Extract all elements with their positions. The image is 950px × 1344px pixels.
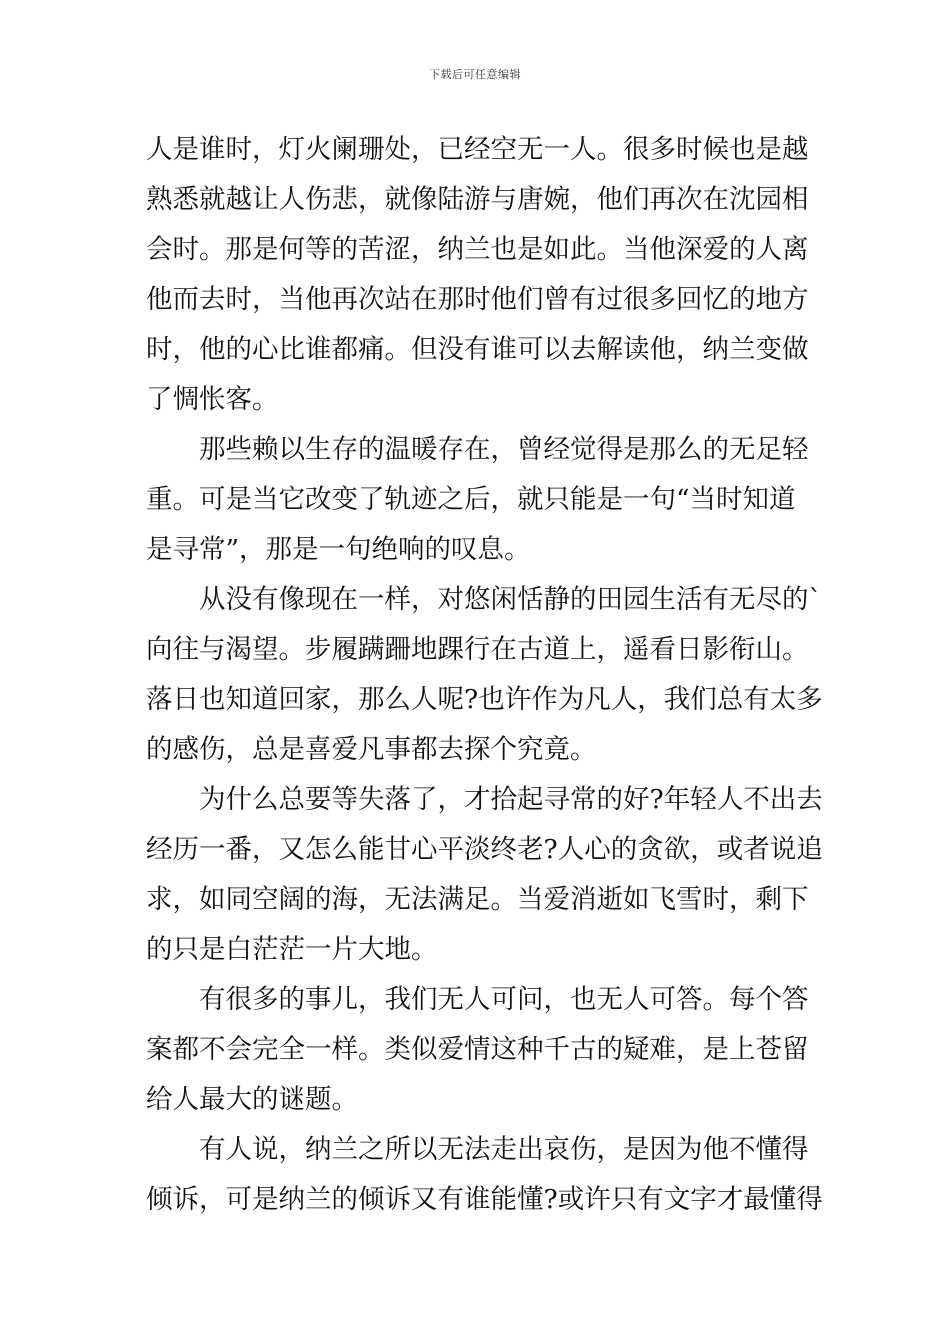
text-line: 时，他的心比谁都痛。但没有谁可以去解读他，纳兰变做: [146, 334, 809, 365]
paragraph-first-line: 那些赖以生存的温暖存在，曾经觉得是那么的无足轻: [199, 434, 809, 465]
text-line: 了惆怅客。: [146, 384, 279, 415]
page-header: 下载后可任意编辑: [429, 68, 521, 81]
text-line: 的感伤，总是喜爱凡事都去探个究竟。: [146, 734, 597, 765]
text-line: 重。可是当它改变了轨迹之后，就只能是一句“当时知道: [146, 484, 796, 515]
text-line: 的只是白茫茫一片大地。: [146, 934, 438, 965]
text-line: 求，如同空阔的海，无法满足。当爱消逝如飞雪时，剩下: [146, 884, 809, 915]
text-line: 是寻常”，那是一句绝响的叹息。: [146, 534, 531, 565]
text-line: 经历一番，又怎么能甘心平淡终老?人心的贪欲，或者说追: [146, 834, 823, 865]
text-line: 给人最大的谜题。: [146, 1084, 358, 1115]
paragraph-first-line: 有人说，纳兰之所以无法走出哀伤，是因为他不懂得: [199, 1134, 809, 1165]
text-line: 案都不会完全一样。类似爱情这种千古的疑难，是上苍留: [146, 1034, 809, 1065]
text-line: 倾诉，可是纳兰的倾诉又有谁能懂?或许只有文字才最懂得: [146, 1184, 823, 1215]
text-line: 向往与渴望。步履蹒跚地踝行在古道上，遥看日影衔山。: [146, 634, 809, 665]
paragraph-first-line: 为什么总要等失落了，才拾起寻常的好?年轻人不出去: [199, 784, 823, 815]
text-line: 他而去时，当他再次站在那时他们曾有过很多回忆的地方: [146, 284, 809, 315]
text-line: 落日也知道回家，那么人呢?也许作为凡人，我们总有太多: [146, 684, 823, 715]
text-line: 熟悉就越让人伤悲，就像陆游与唐婉，他们再次在沈园相: [146, 184, 809, 215]
paragraph-first-line: 从没有像现在一样，对悠闲恬静的田园生活有无尽的`: [199, 584, 822, 615]
text-line: 会时。那是何等的苦涩，纳兰也是如此。当他深爱的人离: [146, 234, 809, 265]
paragraph-first-line: 有很多的事儿，我们无人可问，也无人可答。每个答: [199, 984, 809, 1015]
text-line: 人是谁时，灯火阑珊处，已经空无一人。很多时候也是越: [146, 134, 809, 165]
document-body: [146, 125, 823, 1225]
